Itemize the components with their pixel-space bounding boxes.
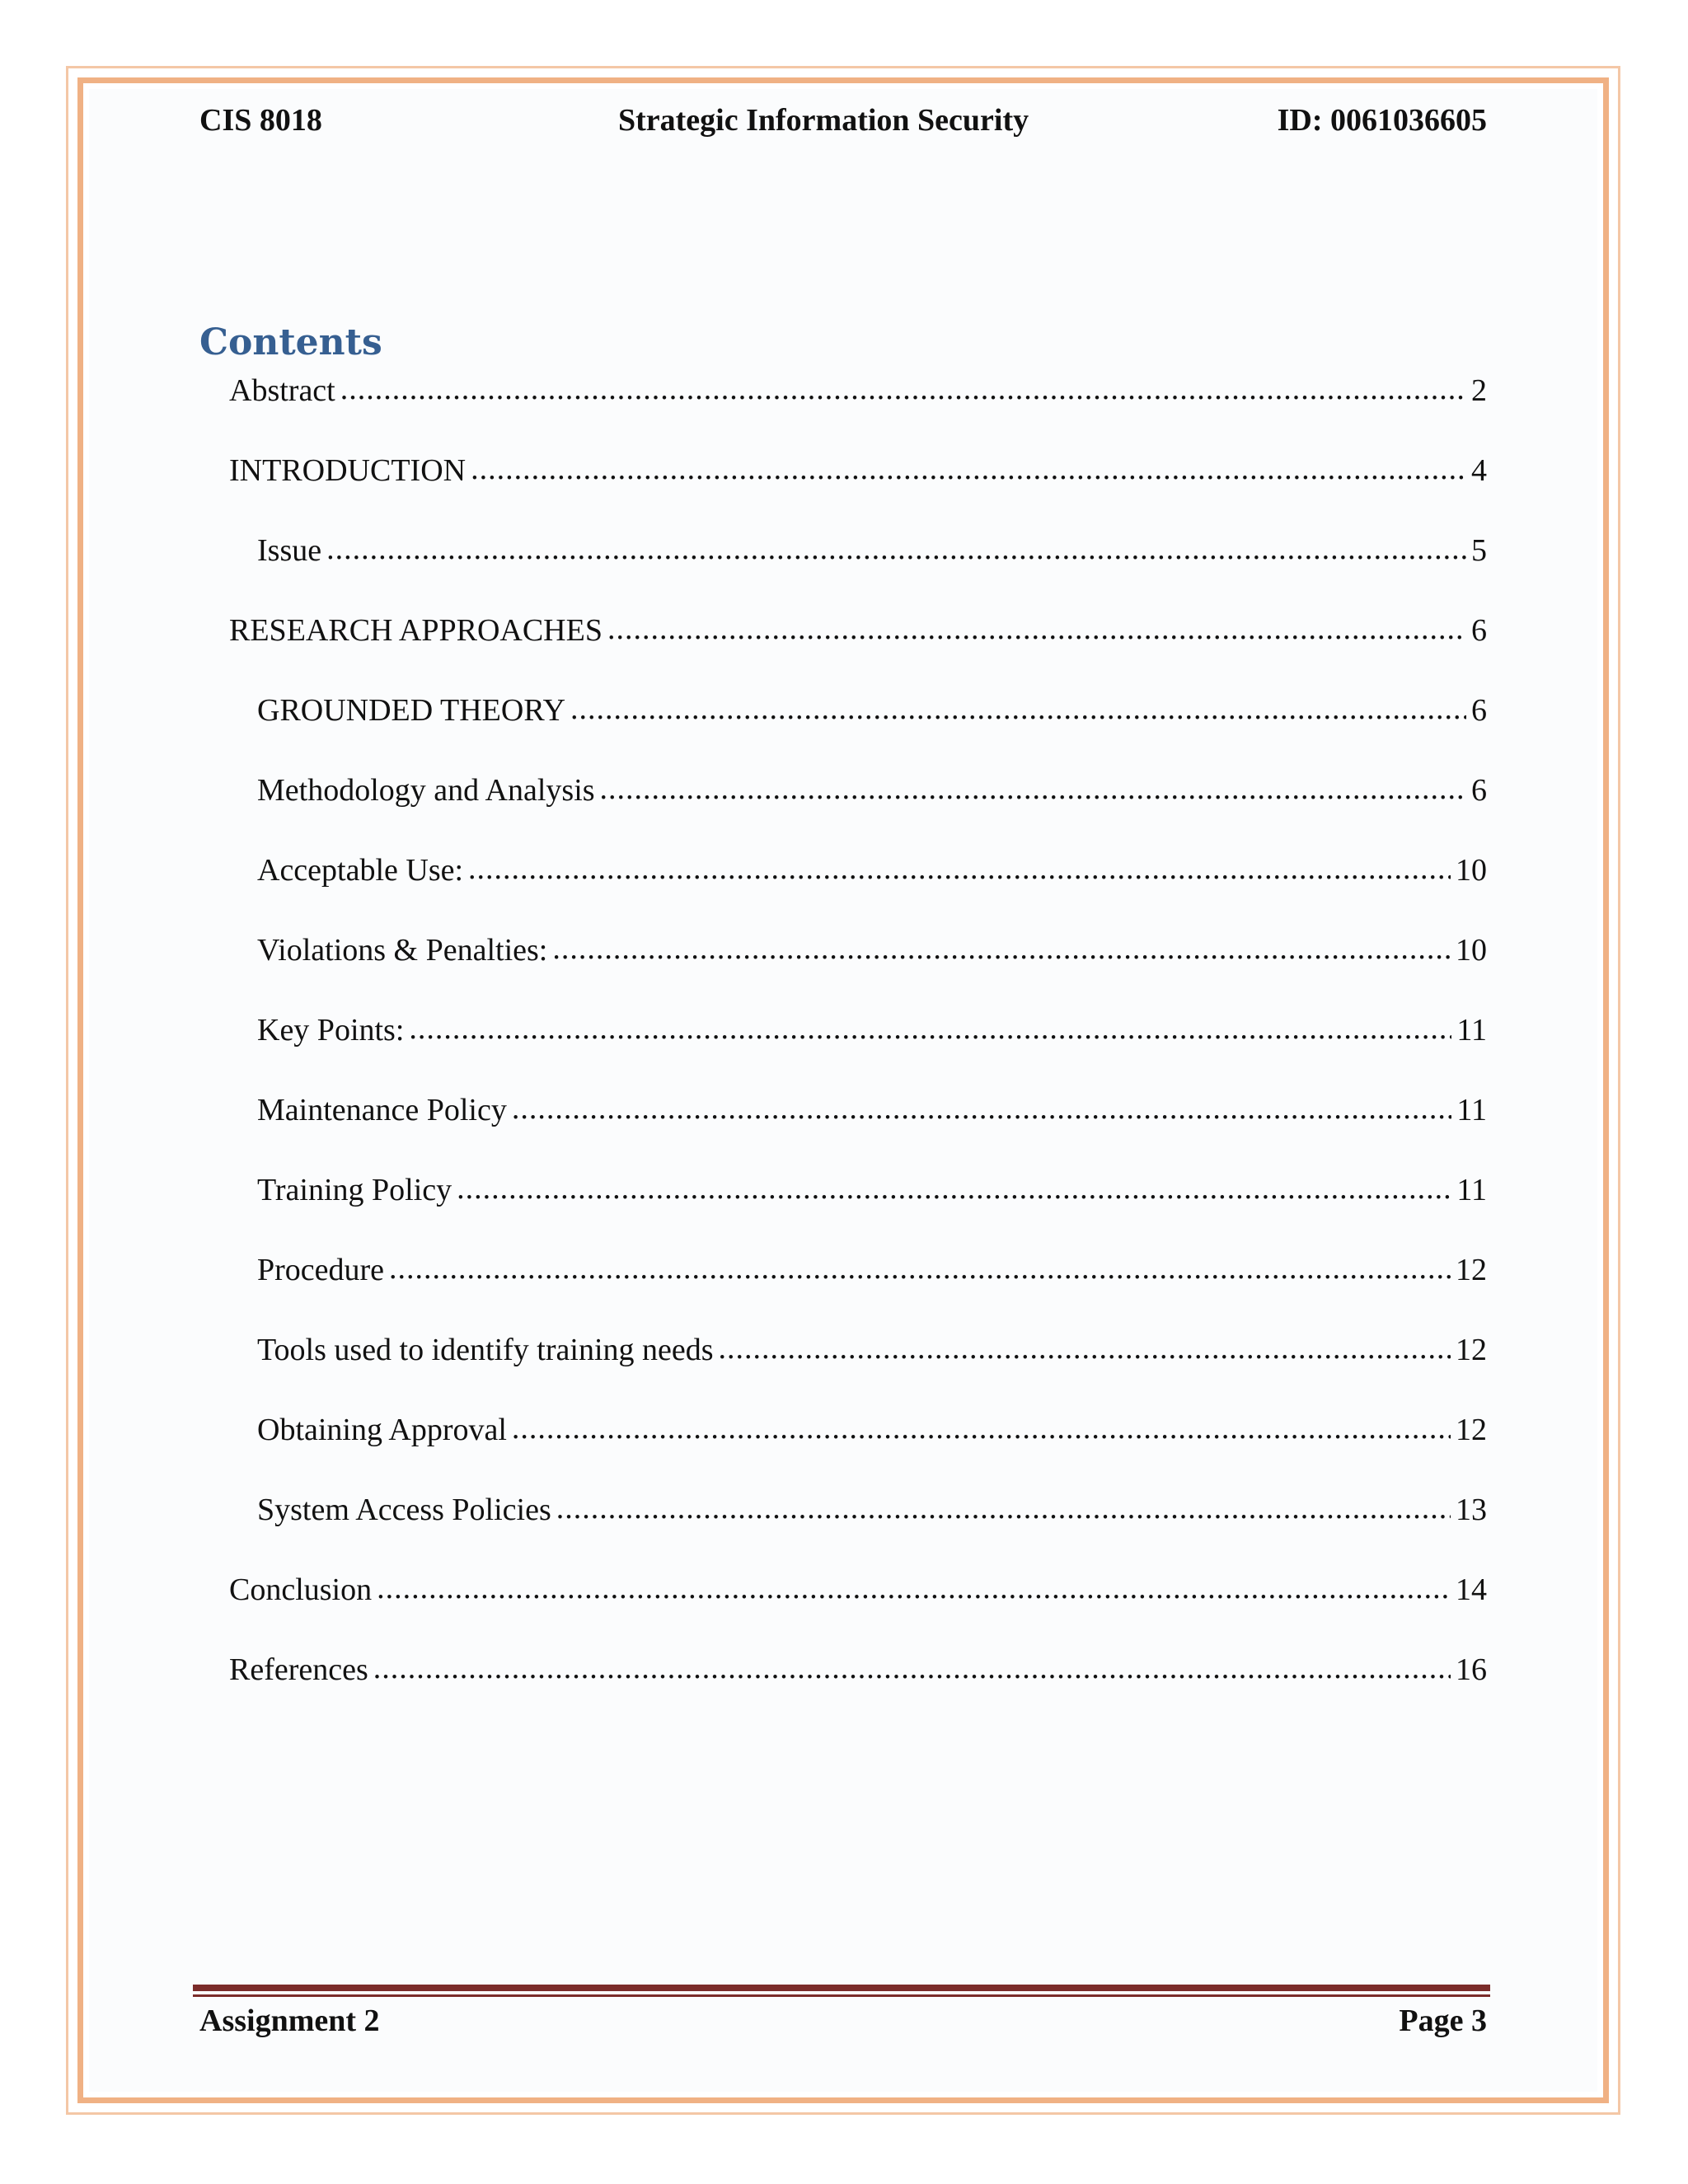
toc-leader-dots xyxy=(389,1250,1451,1286)
toc-heading: Contents xyxy=(199,321,382,363)
toc-entry-page: 14 xyxy=(1456,1572,1487,1607)
toc-leader-dots xyxy=(409,1010,1451,1047)
toc-entry-label: Acceptable Use: xyxy=(257,853,464,888)
toc-leader-dots xyxy=(373,1650,1451,1686)
toc-entry-page: 10 xyxy=(1456,933,1487,968)
toc-entry[interactable] xyxy=(257,1172,1487,1218)
toc-entry[interactable] xyxy=(257,692,1487,738)
footer-page-number: Page 3 xyxy=(1399,2004,1487,2038)
toc-entry-page: 13 xyxy=(1456,1493,1487,1527)
toc-leader-dots xyxy=(552,930,1451,967)
toc-leader-dots xyxy=(556,1490,1451,1526)
toc-entry-label: References xyxy=(229,1652,368,1687)
toc-leader-dots xyxy=(340,371,1466,407)
footer-rule-thick xyxy=(193,1985,1490,1991)
toc-entry-label: Tools used to identify training needs xyxy=(257,1333,714,1367)
toc-entry-label: Maintenance Policy xyxy=(257,1093,507,1127)
toc-entry-label: Abstract xyxy=(229,373,335,408)
toc-entry-label: GROUNDED THEORY xyxy=(257,693,566,728)
toc-entry[interactable] xyxy=(229,1652,1487,1698)
toc-entry[interactable] xyxy=(257,772,1487,818)
toc-entry-label: RESEARCH APPROACHES xyxy=(229,613,603,648)
toc-entry-label: Obtaining Approval xyxy=(257,1413,507,1447)
toc-entry-label: INTRODUCTION xyxy=(229,453,467,488)
toc-entry[interactable] xyxy=(257,852,1487,898)
toc-entry-page: 12 xyxy=(1456,1333,1487,1367)
toc-entry[interactable] xyxy=(257,532,1487,579)
toc-entry-label: System Access Policies xyxy=(257,1493,551,1527)
toc-entry-page: 12 xyxy=(1456,1253,1487,1287)
toc-leader-dots xyxy=(377,1570,1451,1606)
toc-entry[interactable] xyxy=(229,612,1487,658)
footer-rule-thin xyxy=(193,1994,1490,1997)
page-footer xyxy=(199,2003,1487,2049)
toc-entry[interactable] xyxy=(257,1252,1487,1298)
toc-entry[interactable] xyxy=(229,1572,1487,1618)
toc-entry[interactable] xyxy=(257,1412,1487,1458)
toc-leader-dots xyxy=(468,851,1451,887)
toc-entry[interactable] xyxy=(229,373,1487,419)
toc-leader-dots xyxy=(457,1170,1451,1207)
toc-leader-dots xyxy=(512,1090,1452,1127)
toc-entry[interactable] xyxy=(257,1492,1487,1538)
header-id: ID: 0061036605 xyxy=(1277,103,1487,138)
toc-entry-page: 10 xyxy=(1456,853,1487,888)
toc-leader-dots xyxy=(512,1410,1451,1446)
header-course: CIS 8018 xyxy=(199,103,322,138)
toc-entry-page: 6 xyxy=(1471,773,1487,808)
toc-entry[interactable] xyxy=(257,932,1487,978)
toc-entry[interactable] xyxy=(257,1092,1487,1138)
toc-leader-dots xyxy=(600,771,1466,807)
toc-entry-page: 2 xyxy=(1471,373,1487,408)
toc-entry-label: Training Policy xyxy=(257,1173,452,1207)
toc-entry-label: Procedure xyxy=(257,1253,385,1287)
header-title: Strategic Information Security xyxy=(618,103,1029,138)
toc-entry[interactable] xyxy=(257,1012,1487,1058)
footer-assignment: Assignment 2 xyxy=(199,2004,380,2038)
toc-entry-page: 11 xyxy=(1456,1013,1487,1047)
toc-entry-label: Issue xyxy=(257,533,322,568)
toc-entry-label: Violations & Penalties: xyxy=(257,933,548,968)
toc-entry-label: Key Points: xyxy=(257,1013,405,1047)
toc-entry[interactable] xyxy=(229,452,1487,499)
toc-leader-dots xyxy=(570,691,1466,727)
toc-entry-page: 6 xyxy=(1471,693,1487,728)
toc-entry-page: 16 xyxy=(1456,1652,1487,1687)
toc-entry-label: Conclusion xyxy=(229,1572,373,1607)
toc-entry-page: 12 xyxy=(1456,1413,1487,1447)
toc-entry[interactable] xyxy=(257,1332,1487,1378)
toc-entry-page: 11 xyxy=(1456,1093,1487,1127)
toc-leader-dots xyxy=(719,1330,1451,1366)
toc-entry-page: 4 xyxy=(1471,453,1487,488)
toc-leader-dots xyxy=(471,451,1466,487)
toc-leader-dots xyxy=(607,611,1466,647)
toc-entry-page: 6 xyxy=(1471,613,1487,648)
toc-entry-label: Methodology and Analysis xyxy=(257,773,595,808)
toc-entry-page: 5 xyxy=(1471,533,1487,568)
toc-entry-page: 11 xyxy=(1456,1173,1487,1207)
toc-leader-dots xyxy=(326,531,1466,567)
